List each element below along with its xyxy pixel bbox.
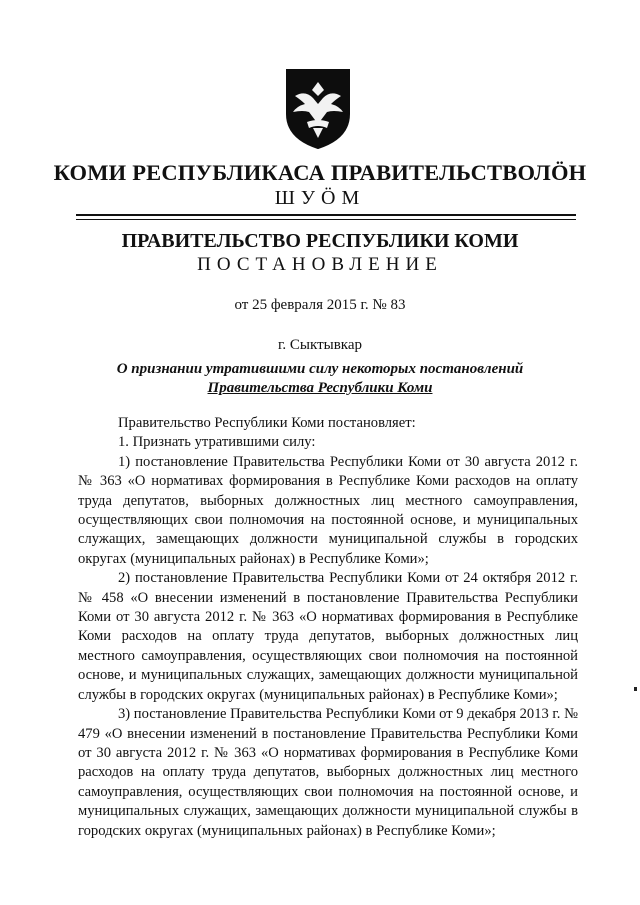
intro-paragraph: Правительство Республики Коми постановляет: (118, 415, 416, 431)
sub-item-2: 2) постановление Правительства Республики Коми от 24 октября 2012 г. № 458 «О внесении изменений в постановление Правительства Республики Коми от 30 августа 2012 г. № 363 «О нормативах формирования в Республике Коми расходов на оплату труда депутатов, выборных должностных лиц местного самоуправления, осуществляющих свои полномочия на постоянной основе, и муниципальных служащих, замещающих должности муниципальной службы в городских округах (муниципальных районах) в Республике Коми»; (78, 570, 578, 703)
komi-header: КОМИ РЕСПУБЛИКАСА ПРАВИТЕЛЬСТВОЛӦН (53, 160, 587, 185)
city: г. Сыктывкар (277, 337, 363, 353)
header-divider-thick (76, 214, 576, 216)
date-line: от 25 февраля 2015 г. № 83 (234, 297, 406, 313)
header-divider-thin (76, 219, 576, 220)
title-line-2: Правительства Республики Коми (207, 380, 433, 396)
title-line-1: О признании утратившими силу некоторых постановлений (116, 361, 524, 377)
doc-type: ПОСТАНОВЛЕНИЕ (197, 254, 443, 275)
item-1: 1. Признать утратившими силу: (118, 434, 316, 451)
coat-of-arms-icon (283, 66, 353, 151)
sub-item-3: 3) постановление Правительства Республики Коми от 9 декабря 2013 г. № 479 «О внесении изменений в постановление Правительства Республики Коми от 30 августа 2012 г. № 363 «О нормативах формирования в Республике Коми расходов на оплату труда депутатов, выборных должностных лиц местного самоуправления, осуществляющих свои полномочия на постоянной основе, и муниципальных служащих, замещающих должности муниципальной службы в городских округах (муниципальных районах) в Республике Коми»; (78, 706, 578, 839)
sub-item-1: 1) постановление Правительства Республики Коми от 30 августа 2012 г. № 363 «О нормативах формирования в Республике Коми расходов на оплату труда депутатов, выборных должностных лиц местного самоуправления, осуществляющих свои полномочия на постоянной основе, и муниципальных служащих, замещающих должности муниципальной службы в городских округах (муниципальных районах) в Республике Коми»; (78, 453, 578, 567)
russian-header: ПРАВИТЕЛЬСТВО РЕСПУБЛИКИ КОМИ (121, 230, 519, 252)
scan-artifact (634, 687, 637, 691)
document-body (78, 414, 578, 841)
document-title (0, 360, 640, 398)
komi-doc-type: ШУӦМ (274, 187, 366, 209)
